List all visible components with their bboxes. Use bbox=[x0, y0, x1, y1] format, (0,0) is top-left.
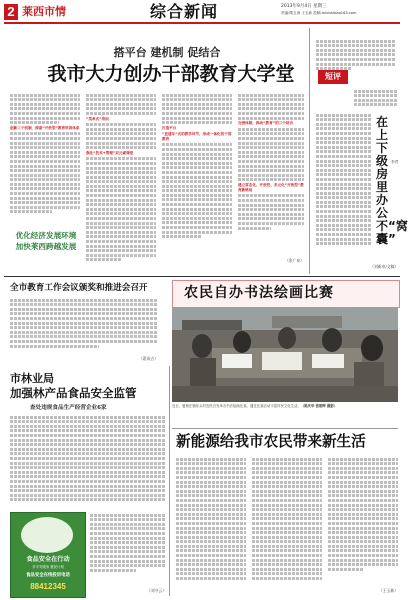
story3-photo-caption bbox=[172, 404, 398, 426]
masthead-rule bbox=[4, 22, 400, 24]
lower-divider bbox=[169, 366, 170, 596]
lead-column-1 bbox=[10, 92, 80, 228]
lead-subhead-7: 建立常态化、开放性、多元化“开放型”教育新格局 bbox=[238, 182, 304, 192]
date-line: 2013年9月4日 星期三 bbox=[281, 4, 327, 9]
badge-circle bbox=[21, 517, 73, 553]
badge-line-2: 乡平安服务 惠民计划 bbox=[32, 565, 64, 569]
lead-column-3 bbox=[162, 92, 232, 260]
section-rule-1 bbox=[4, 276, 400, 277]
lead-subhead-1: 创新三个机制，探索“开放型”教育培训体系 bbox=[10, 125, 80, 130]
lead-headline: 我市大力创办干部教育大学堂 bbox=[47, 63, 295, 85]
column-divider bbox=[309, 28, 310, 274]
column-lead-text bbox=[354, 88, 398, 112]
lead-subhead-5: “直通车”式的教学环节，形成一体化的干部教育 bbox=[162, 131, 232, 141]
lead-subhead-2: “菜单式”培训 bbox=[86, 116, 109, 121]
story5-headline: 新能源给我市农民带来新生活 bbox=[176, 433, 366, 450]
story3-photo bbox=[172, 308, 398, 402]
story5-column-1 bbox=[176, 456, 246, 594]
story2-body bbox=[10, 297, 158, 361]
editor-line: 责编:隋玉涛 王玉新 投稿:laixishibao163.com bbox=[281, 11, 357, 15]
story5-top-rule bbox=[172, 428, 398, 429]
story4-byline: （刘守云） bbox=[147, 588, 166, 593]
story2-byline: （葛成吉） bbox=[139, 356, 158, 361]
story4-subhead: 查处违规食品生产经营企业6家 bbox=[30, 405, 107, 411]
story4-body-right bbox=[90, 512, 166, 592]
lead-kicker: 搭平台 建机制 促结合 bbox=[113, 46, 221, 59]
story3-headline: 农民自办书法绘画比赛 bbox=[184, 285, 334, 301]
column-headline: 在上下级房里办公不“窝囊” bbox=[376, 115, 408, 246]
column-byline: （刘新卓/文稿） bbox=[370, 264, 398, 269]
story4-badge bbox=[10, 512, 86, 598]
column-body bbox=[316, 112, 372, 260]
badge-line-3: 食品安全在线投诉电话 bbox=[26, 573, 70, 578]
lead-column-2 bbox=[86, 92, 156, 260]
column-author: 李君 bbox=[391, 160, 399, 164]
lead-subhead-4: 打造平台 bbox=[162, 125, 177, 130]
calligraphy-photo bbox=[172, 308, 398, 402]
story2-headline: 全市教育工作会议颁奖和推进会召开 bbox=[10, 283, 148, 293]
callout-line-2: 加快莱西跨越发展 bbox=[15, 242, 77, 251]
masthead-title: 综合新闻 bbox=[150, 2, 219, 21]
badge-line-1: 食品安全在行动 bbox=[26, 556, 70, 563]
story3-caption-text: 近日，夏格庄镇东头村农民自发举办书法绘画比赛，通过比赛活动丰富村民文化生活。 bbox=[172, 404, 301, 408]
page-number: 2 bbox=[7, 4, 15, 19]
section-name: 莱西市情 bbox=[22, 5, 66, 18]
story3-photo-credit: （陈庆华 张朝晖 摄影） bbox=[300, 404, 338, 408]
lead-column-4 bbox=[238, 92, 304, 260]
lead-subhead-6: 完善体制，推动“教育”的三个结合 bbox=[238, 121, 294, 126]
callout-line-1: 优化经济发展环境 bbox=[15, 231, 77, 240]
lead-subhead-3: 强化“技术+管理”双元素课堂 bbox=[86, 150, 134, 155]
lead-byline: （张广泉） bbox=[285, 258, 304, 263]
story4-kicker: 市林业局 bbox=[10, 372, 54, 385]
column-label: 短评 bbox=[325, 72, 341, 81]
story5-column-3 bbox=[328, 456, 398, 588]
story4-headline: 加强林产品食品安全监管 bbox=[10, 386, 137, 400]
story4-body bbox=[10, 414, 166, 508]
lead-callout bbox=[12, 230, 80, 260]
badge-phone: 88412345 bbox=[30, 582, 66, 591]
story5-column-2 bbox=[252, 456, 322, 594]
story5-byline: （王玉新） bbox=[379, 588, 398, 593]
